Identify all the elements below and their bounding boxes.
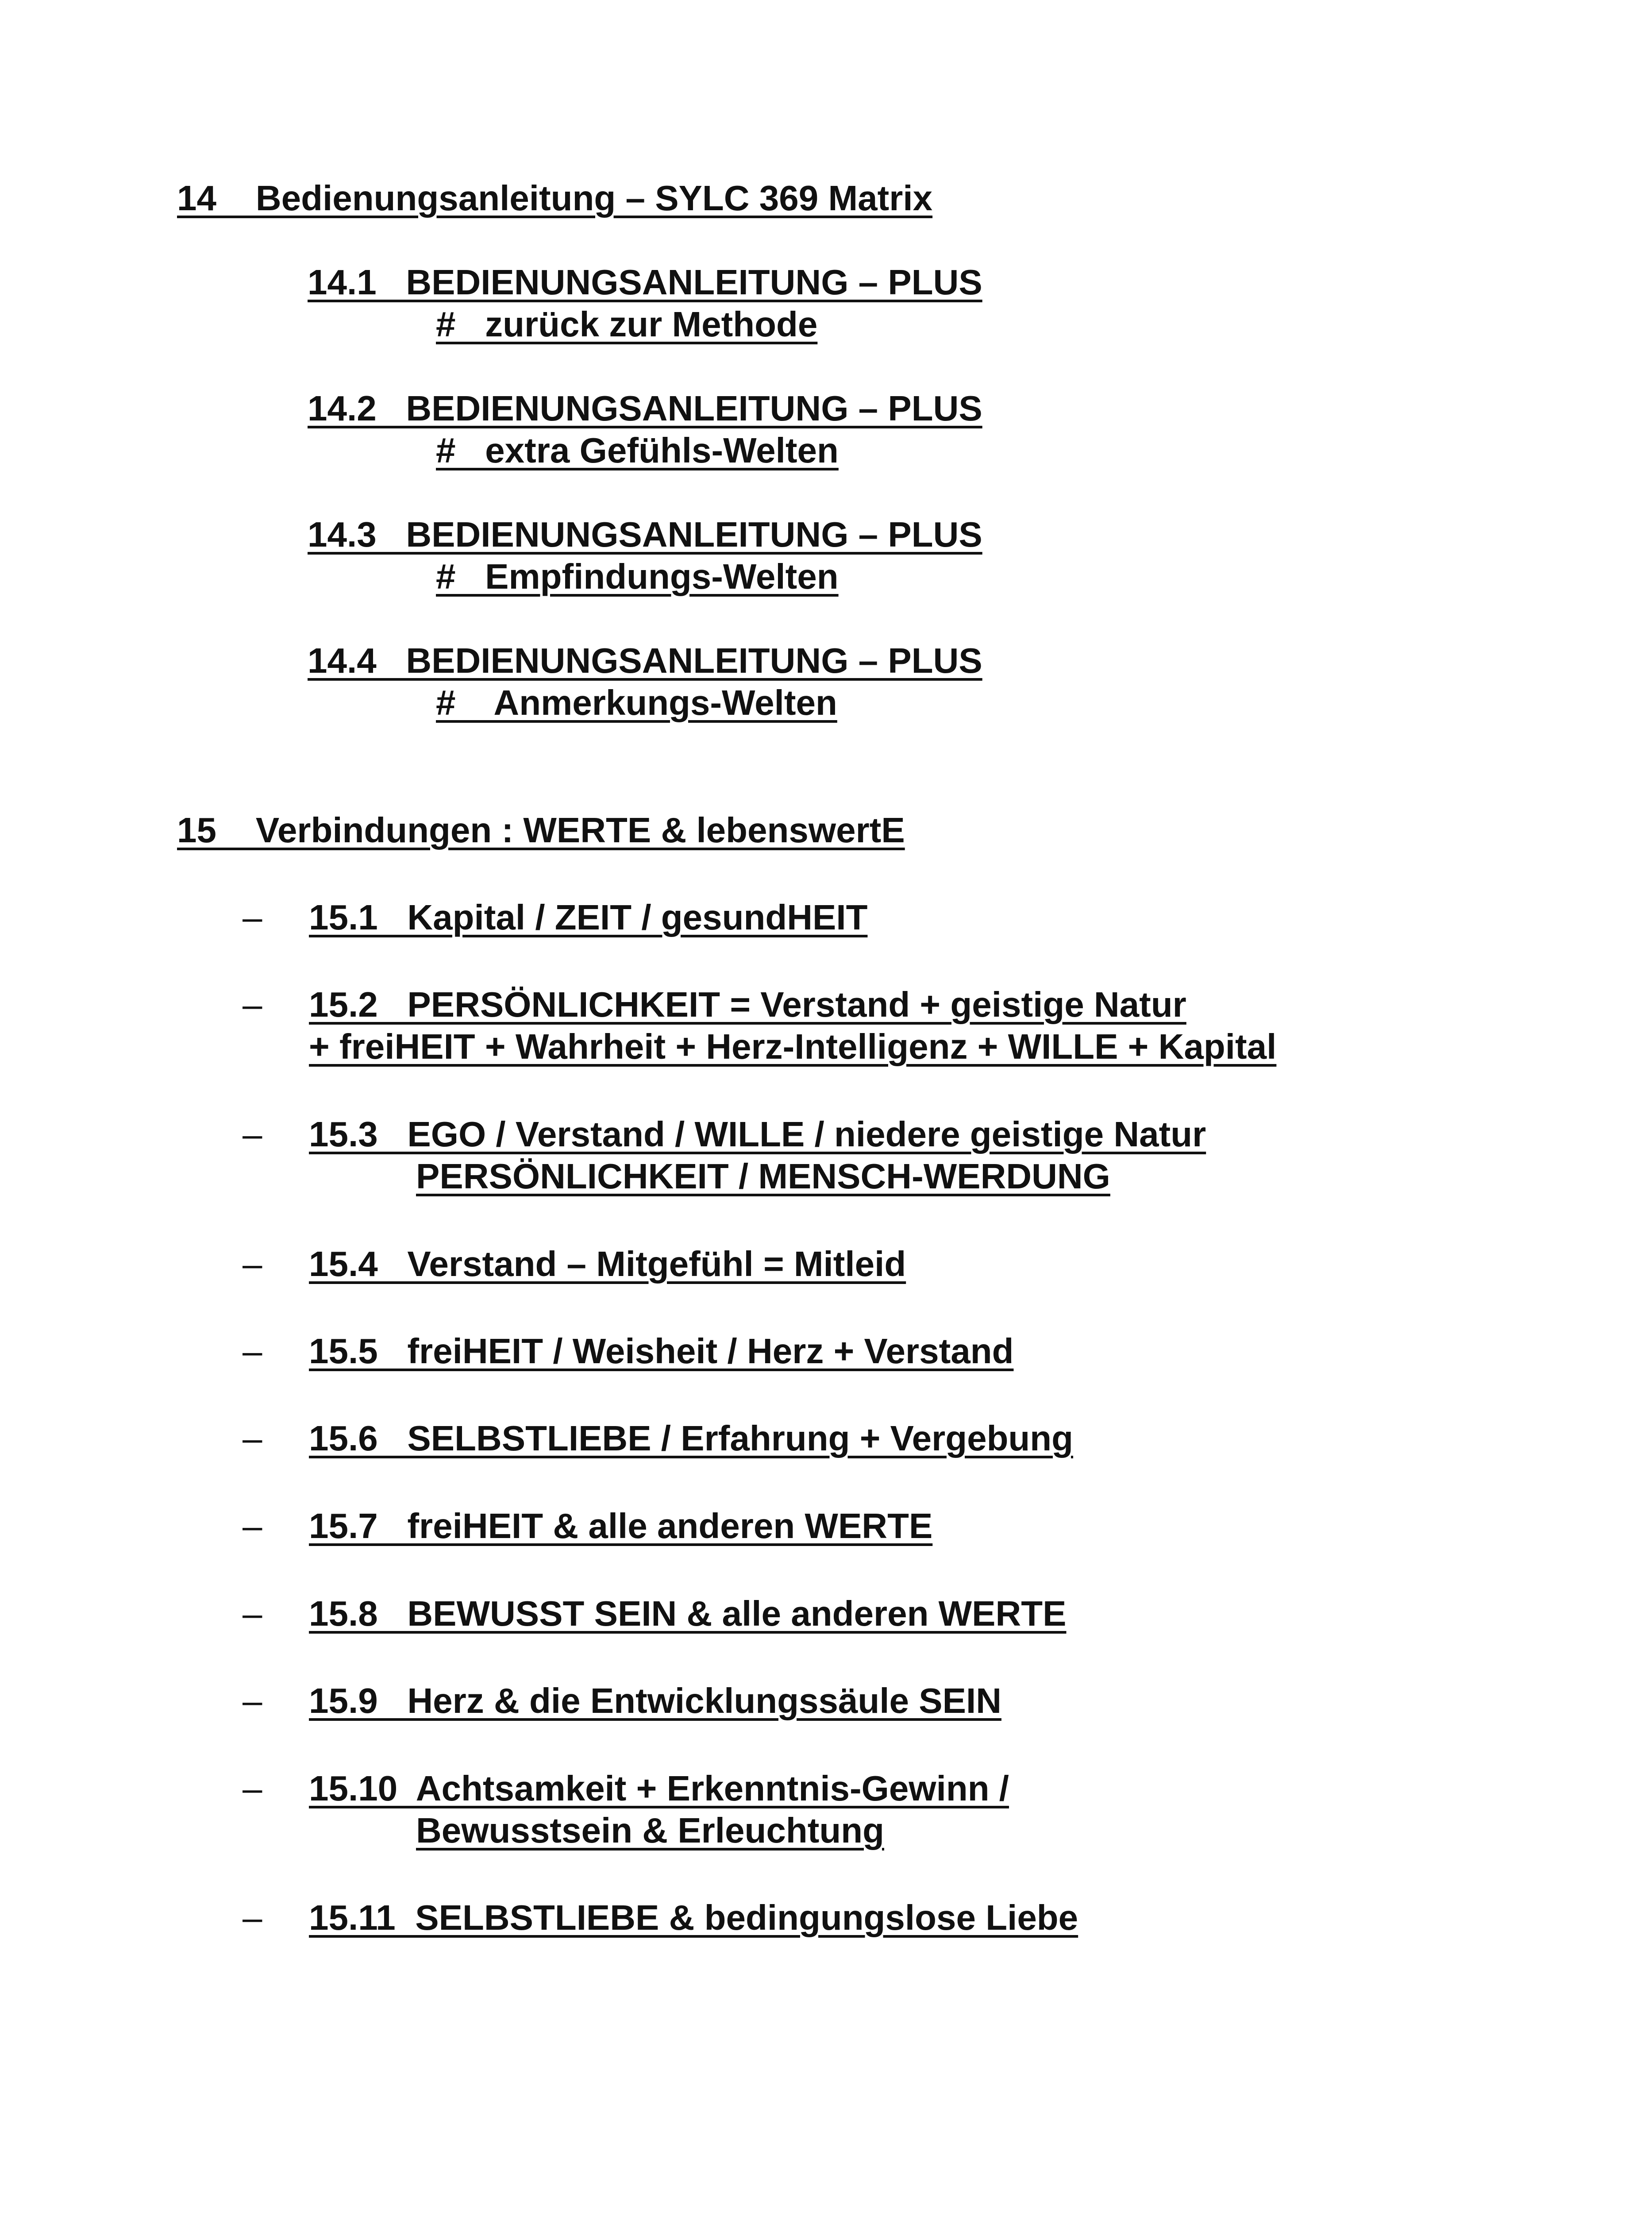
toc-entry-14-1[interactable]: 14.1 BEDIENUNGSANLEITUNG – PLUS	[308, 262, 982, 302]
toc-entry-15-10[interactable]: 15.10 Achtsamkeit + Erkenntnis-Gewinn /	[309, 1769, 1009, 1808]
toc-entry-15-7[interactable]: 15.7 freiHEIT & alle anderen WERTE	[309, 1506, 933, 1546]
toc-entry-15-3-cont[interactable]: PERSÖNLICHKEIT / MENSCH-WERDUNG	[416, 1157, 1110, 1196]
toc-entry-14-1-sub[interactable]: # zurück zur Methode	[436, 305, 818, 344]
toc-entry-14-3[interactable]: 14.3 BEDIENUNGSANLEITUNG – PLUS	[308, 515, 982, 554]
toc-entry-14-2[interactable]: 14.2 BEDIENUNGSANLEITUNG – PLUS	[308, 389, 982, 428]
toc-entry-15-2-cont[interactable]: + freiHEIT + Wahrheit + Herz-Intelligenz + WILLE + Kapital	[309, 1027, 1277, 1066]
bullet-dash: –	[243, 1506, 262, 1546]
bullet-dash: –	[243, 1769, 262, 1808]
toc-entry-15-8[interactable]: 15.8 BEWUSST SEIN & alle anderen WERTE	[309, 1594, 1067, 1633]
toc-entry-15-11[interactable]: 15.11 SELBSTLIEBE & bedingungslose Liebe	[309, 1898, 1078, 1937]
bullet-dash: –	[243, 898, 262, 937]
bullet-dash: –	[243, 1594, 262, 1633]
section-14-heading[interactable]: 14 Bedienungsanleitung – SYLC 369 Matrix	[177, 178, 933, 218]
bullet-dash: –	[243, 1331, 262, 1371]
bullet-dash: –	[243, 1419, 262, 1458]
toc-entry-15-10-cont[interactable]: Bewusstsein & Erleuchtung	[416, 1811, 884, 1850]
bullet-dash: –	[243, 1114, 262, 1154]
toc-entry-14-3-sub[interactable]: # Empfindungs-Welten	[436, 557, 839, 596]
toc-entry-15-5[interactable]: 15.5 freiHEIT / Weisheit / Herz + Verstand	[309, 1331, 1014, 1371]
toc-entry-14-4-sub[interactable]: # Anmerkungs-Welten	[436, 683, 837, 722]
toc-entry-14-4[interactable]: 14.4 BEDIENUNGSANLEITUNG – PLUS	[308, 641, 982, 680]
bullet-dash: –	[243, 1681, 262, 1720]
toc-entry-15-6[interactable]: 15.6 SELBSTLIEBE / Erfahrung + Vergebung	[309, 1419, 1074, 1458]
section-15-heading[interactable]: 15 Verbindungen : WERTE & lebenswertE	[177, 810, 905, 850]
bullet-dash: –	[243, 985, 262, 1024]
toc-entry-15-9[interactable]: 15.9 Herz & die Entwicklungssäule SEIN	[309, 1681, 1001, 1720]
bullet-dash: –	[243, 1898, 262, 1937]
toc-entry-15-1[interactable]: 15.1 Kapital / ZEIT / gesundHEIT	[309, 898, 868, 937]
bullet-dash: –	[243, 1244, 262, 1284]
toc-entry-15-3[interactable]: 15.3 EGO / Verstand / WILLE / niedere geistige Natur	[309, 1114, 1206, 1154]
toc-entry-15-4[interactable]: 15.4 Verstand – Mitgefühl = Mitleid	[309, 1244, 906, 1284]
toc-entry-15-2[interactable]: 15.2 PERSÖNLICHKEIT = Verstand + geistige Natur	[309, 985, 1186, 1024]
toc-entry-14-2-sub[interactable]: # extra Gefühls-Welten	[436, 431, 839, 470]
